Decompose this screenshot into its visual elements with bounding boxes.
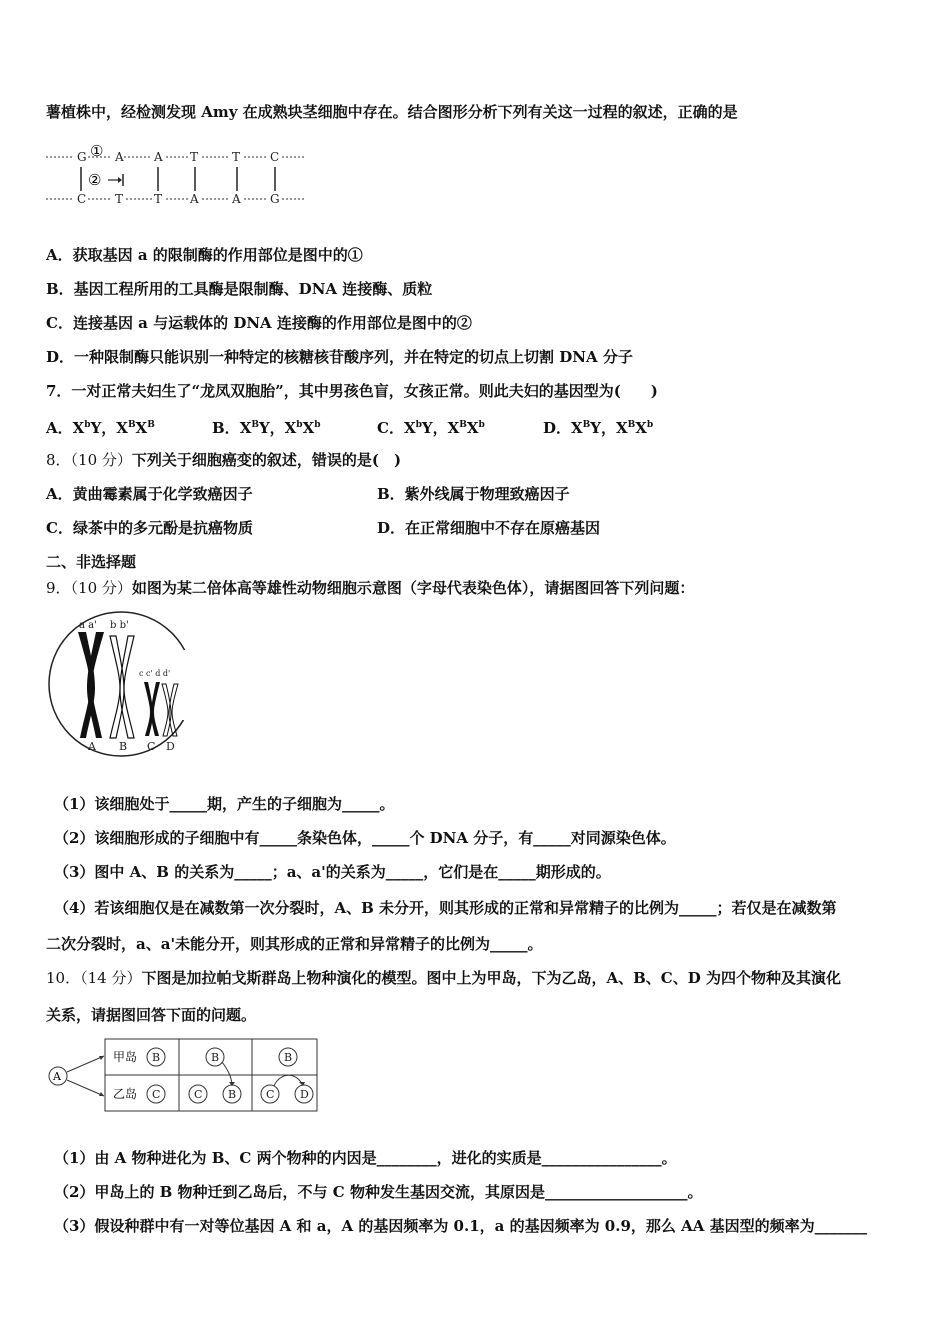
species-node: B	[152, 1051, 161, 1064]
genotype-part: Y，X	[258, 419, 297, 437]
species-node: C	[266, 1088, 275, 1101]
dna-top-base: A	[154, 150, 163, 164]
allele-sup: b	[415, 420, 422, 430]
q8-stem	[46, 450, 401, 470]
q9-stem	[46, 578, 694, 598]
intro-text: 薯植株中，经检测发现 Amy 在成熟块茎细胞中存在。结合图形分析下列有关这一过程的叙述，正确的是	[46, 103, 738, 121]
question-score: （10 分）	[70, 451, 132, 469]
q6-option-d: D．一种限制酶只能识别一种特定的核糖核苷酸序列，并在特定的切点上切割 DNA 分子	[46, 348, 633, 366]
chromosome-c	[144, 682, 160, 736]
genotype-part: X	[72, 419, 85, 437]
dna-bottom-base: T	[115, 192, 124, 206]
option-label: C．	[377, 419, 404, 437]
q6-option-c: C．连接基因 a 与运载体的 DNA 连接酶的作用部位是图中的②	[46, 314, 472, 332]
chromosome-bottom-label: D	[166, 740, 175, 753]
chromosome-bottom-label: C	[147, 740, 156, 753]
dna-cut-figure	[44, 140, 324, 210]
genotype-part: X	[302, 419, 315, 437]
dna-bottom-base: A	[232, 192, 241, 206]
q9-sub-2: （2）该细胞形成的子细胞中有_____条染色体，_____个 DNA 分子，有_____对同源染色体。	[54, 829, 676, 847]
species-node-origin: A	[53, 1070, 61, 1083]
question-number: 10．	[46, 969, 81, 987]
island-evolution-figure	[44, 1036, 324, 1114]
question-number: 9．	[46, 579, 71, 597]
q8-option-b: B．紫外线属于物理致癌因子	[377, 485, 570, 503]
q7-option-b	[212, 415, 321, 438]
dna-top-base: T	[232, 150, 241, 164]
genotype-part: Y，X	[90, 419, 128, 437]
species-node: C	[152, 1088, 161, 1101]
question-score: （10 分）	[70, 579, 132, 597]
dna-top-base: C	[270, 150, 280, 164]
q10-stem-cont: 关系，请据图回答下面的问题。	[46, 1006, 257, 1024]
chromosome-b	[110, 636, 134, 738]
q7-option-c	[377, 415, 485, 438]
genotype-part: X	[635, 419, 647, 437]
genotype-part: X	[466, 419, 479, 437]
allele-sup: B	[459, 420, 467, 430]
cell-chromosome-figure	[46, 610, 186, 758]
species-node: B	[228, 1088, 237, 1101]
allele-sup: B	[127, 420, 136, 430]
q7-option-d	[543, 415, 653, 438]
marker-2: ②	[88, 171, 102, 189]
question-number: 8．	[46, 451, 71, 469]
q10-sub-2: （2）甲岛上的 B 物种迁到乙岛后，不与 C 物种发生基因交流，其原因是___________________。	[54, 1183, 703, 1201]
q9-sub-4: （4）若该细胞仅是在减数第一次分裂时，A、B 未分开，则其形成的正常和异常精子的比例为_____；若仅是在减数第	[54, 899, 837, 917]
option-label: B．	[212, 419, 240, 437]
genotype-part: X	[135, 419, 148, 437]
chromosome-top-label: c c' d d'	[139, 669, 171, 678]
q8-option-d: D．在正常细胞中不存在原癌基因	[377, 519, 601, 537]
genotype-part: Y，X	[590, 419, 628, 437]
q9-sub-3: （3）图中 A、B 的关系为_____；a、a'的关系为_____，它们是在_____期形成的。	[54, 863, 611, 881]
chromosome-bottom-label: B	[119, 740, 128, 753]
allele-sup: B	[582, 420, 591, 430]
q9-sub-4-cont: 二次分裂时，a、a'未能分开，则其形成的正常和异常精子的比例为_____。	[46, 935, 543, 953]
allele-sup: b	[314, 420, 321, 430]
q6-option-a: A．获取基因 a 的限制酶的作用部位是图中的①	[46, 246, 363, 264]
genotype-part: X	[239, 419, 252, 437]
allele-sup: b	[478, 420, 485, 430]
species-node: D	[300, 1088, 309, 1101]
marker-1: ①	[90, 142, 104, 160]
q7-option-a	[46, 415, 155, 438]
species-node: B	[211, 1051, 220, 1064]
q8-option-a: A．黄曲霉素属于化学致癌因子	[46, 485, 253, 503]
island-1-label: 甲岛	[113, 1050, 138, 1064]
q10-sub-3: （3）假设种群中有一对等位基因 A 和 a，A 的基因频率为 0.1，a 的基因频率为 0.9，那么 AA 基因型的频率为_______	[54, 1217, 868, 1235]
genotype-part: Y，X	[421, 419, 460, 437]
chromosome-d	[162, 684, 178, 736]
question-text: 下列关于细胞癌变的叙述，错误的是( )	[131, 451, 402, 469]
dna-top-base: G	[77, 150, 87, 164]
genotype-part: X	[403, 419, 416, 437]
species-node: B	[284, 1051, 293, 1064]
q6-option-b: B．基因工程所用的工具酶是限制酶、DNA 连接酶、质粒	[46, 280, 433, 298]
dna-bottom-base: G	[270, 192, 280, 206]
option-label: D．	[543, 419, 572, 437]
allele-sup: B	[627, 420, 636, 430]
q10-stem	[46, 968, 841, 988]
question-text: 下图是加拉帕戈斯群岛上物种演化的模型。图中上为甲岛，下为乙岛，A、B、C、D 为四个物种及其演化	[141, 969, 841, 987]
section-title: 二、非选择题	[46, 553, 137, 571]
q8-option-c: C．绿茶中的多元酚是抗癌物质	[46, 519, 253, 537]
q9-sub-1: （1）该细胞处于_____期，产生的子细胞为_____。	[54, 795, 395, 813]
allele-sup: B	[147, 420, 155, 430]
chromosome-top-label: a a'	[79, 620, 97, 631]
island-2-label: 乙岛	[113, 1087, 138, 1101]
allele-sup: b	[646, 420, 654, 430]
dna-top-base: A	[115, 150, 124, 164]
option-label: A．	[46, 419, 73, 437]
species-node: C	[194, 1088, 203, 1101]
chromosome-bottom-label: A	[88, 740, 96, 753]
question-score: （14 分）	[80, 969, 142, 987]
genotype-part: X	[571, 419, 583, 437]
allele-sup: b	[84, 420, 91, 430]
dna-top-base: T	[190, 150, 199, 164]
dna-bottom-base: C	[77, 192, 87, 206]
dna-bottom-base: A	[190, 192, 199, 206]
chromosome-top-label: b b'	[110, 620, 129, 631]
allele-sup: b	[296, 420, 303, 430]
q7-stem: 7．一对正常夫妇生了“龙凤双胞胎”，其中男孩色盲，女孩正常。则此夫妇的基因型为( )	[46, 382, 658, 400]
chromosome-a	[78, 632, 104, 738]
question-text: 如图为某二倍体高等雄性动物细胞示意图（字母代表染色体），请据图回答下列问题：	[131, 579, 695, 597]
q10-sub-1: （1）由 A 物种进化为 B、C 两个物种的内因是________，进化的实质是________________。	[54, 1149, 677, 1167]
dna-bottom-base: T	[154, 192, 163, 206]
allele-sup: B	[251, 420, 259, 430]
